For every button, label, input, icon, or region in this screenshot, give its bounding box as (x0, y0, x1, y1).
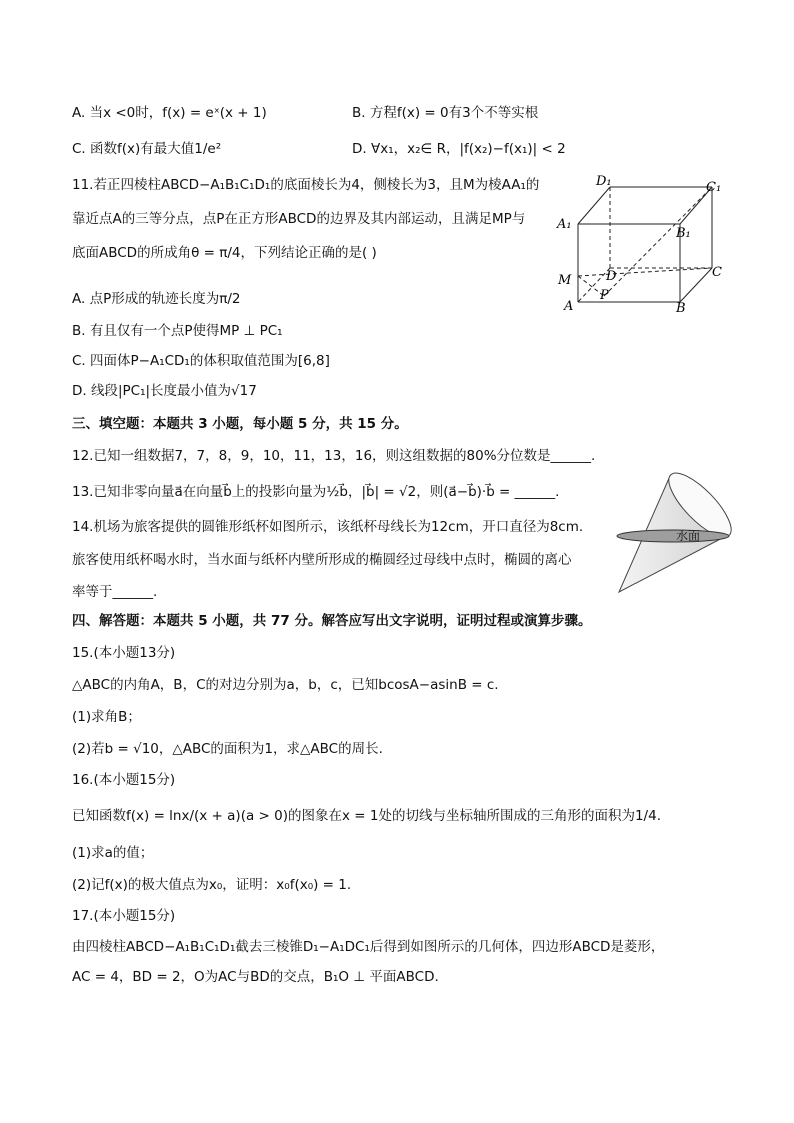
cone-figure (612, 468, 738, 598)
q17-title: 17.(本小题15分) (72, 908, 176, 924)
label-m: M (558, 273, 572, 288)
section4-heading: 四、解答题：本题共 5 小题，共 77 分。解答应写出文字说明，证明过程或演算步骤。 (72, 613, 592, 629)
label-d: D (606, 269, 617, 284)
q16-part2: (2)记f(x)的极大值点为x₀，证明：x₀f(x₀) = 1. (72, 877, 352, 893)
prism-figure (554, 172, 734, 314)
label-a1: A₁ (557, 217, 572, 232)
q13-text: 13.已知非零向量a⃗在向量b⃗上的投影向量为½b⃗，|b⃗| = √2，则(a⃗−b⃗)·b⃗ = ______. (72, 484, 560, 500)
q10-option-b: B. 方程f(x) = 0有3个不等实根 (352, 105, 539, 121)
label-b1: B₁ (676, 226, 691, 241)
q10-option-c: C. 函数f(x)有最大值1/e² (72, 141, 222, 157)
q11-stem-line2: 靠近点A的三等分点，点P在正方形ABCD的边界及其内部运动，且满足MP与 (72, 211, 526, 227)
q15-stem: △ABC的内角A，B，C的对边分别为a，b，c，已知bcosA−asinB = c. (72, 677, 499, 693)
q14-line1: 14.机场为旅客提供的圆锥形纸杯如图所示，该纸杯母线长为12cm，开口直径为8cm. (72, 519, 584, 535)
q16-part1: (1)求a的值； (72, 845, 154, 861)
q17-line1: 由四棱柱ABCD−A₁B₁C₁D₁截去三棱锥D₁−A₁DC₁后得到如图所示的几何体，四边形ABCD是菱形， (72, 939, 665, 955)
q11-option-b: B. 有且仅有一个点P使得MP ⊥ PC₁ (72, 323, 283, 339)
q15-part2: (2)若b = √10，△ABC的面积为1，求△ABC的周长. (72, 741, 383, 757)
q16-title: 16.(本小题15分) (72, 772, 176, 788)
label-d1: D₁ (596, 174, 612, 189)
q10-option-a: A. 当x <0时，f(x) = eˣ(x + 1) (72, 105, 267, 121)
q12-text: 12.已知一组数据7，7，8，9，10，11，13，16，则这组数据的80%分位数是______. (72, 448, 596, 464)
section3-heading: 三、填空题：本题共 3 小题，每小题 5 分，共 15 分。 (72, 416, 408, 432)
label-p: P (600, 288, 609, 303)
q11-option-a: A. 点P形成的轨迹长度为π/2 (72, 291, 241, 307)
q10-option-d: D. ∀x₁，x₂∈ R，|f(x₂)−f(x₁)| < 2 (352, 141, 566, 157)
q14-line2: 旅客使用纸杯喝水时，当水面与纸杯内壁所形成的椭圆经过母线中点时，椭圆的离心 (72, 552, 572, 568)
label-c1: C₁ (706, 180, 722, 195)
q11-stem-line1: 11.若正四棱柱ABCD−A₁B₁C₁D₁的底面棱长为4，侧棱长为3，且M为棱AA₁的 (72, 177, 540, 193)
q11-option-c: C. 四面体P−A₁CD₁的体积取值范围为[6,8] (72, 353, 330, 369)
label-a: A (564, 299, 574, 314)
water-surface-label: 水面 (676, 529, 701, 543)
q11-stem-line3: 底面ABCD的所成角θ = π/4，下列结论正确的是( ) (72, 245, 377, 261)
q15-title: 15.(本小题13分) (72, 645, 176, 661)
label-b: B (676, 301, 686, 314)
label-c: C (712, 265, 722, 280)
q15-part1: (1)求角B； (72, 709, 141, 725)
q11-option-d: D. 线段|PC₁|长度最小值为√17 (72, 383, 257, 399)
q14-line3: 率等于______. (72, 584, 158, 600)
q16-stem: 已知函数f(x) = lnx/(x + a)(a > 0)的图象在x = 1处的切线与坐标轴所围成的三角形的面积为1/4. (72, 808, 661, 824)
q17-line2: AC = 4，BD = 2，O为AC与BD的交点，B₁O ⊥ 平面ABCD. (72, 969, 439, 985)
